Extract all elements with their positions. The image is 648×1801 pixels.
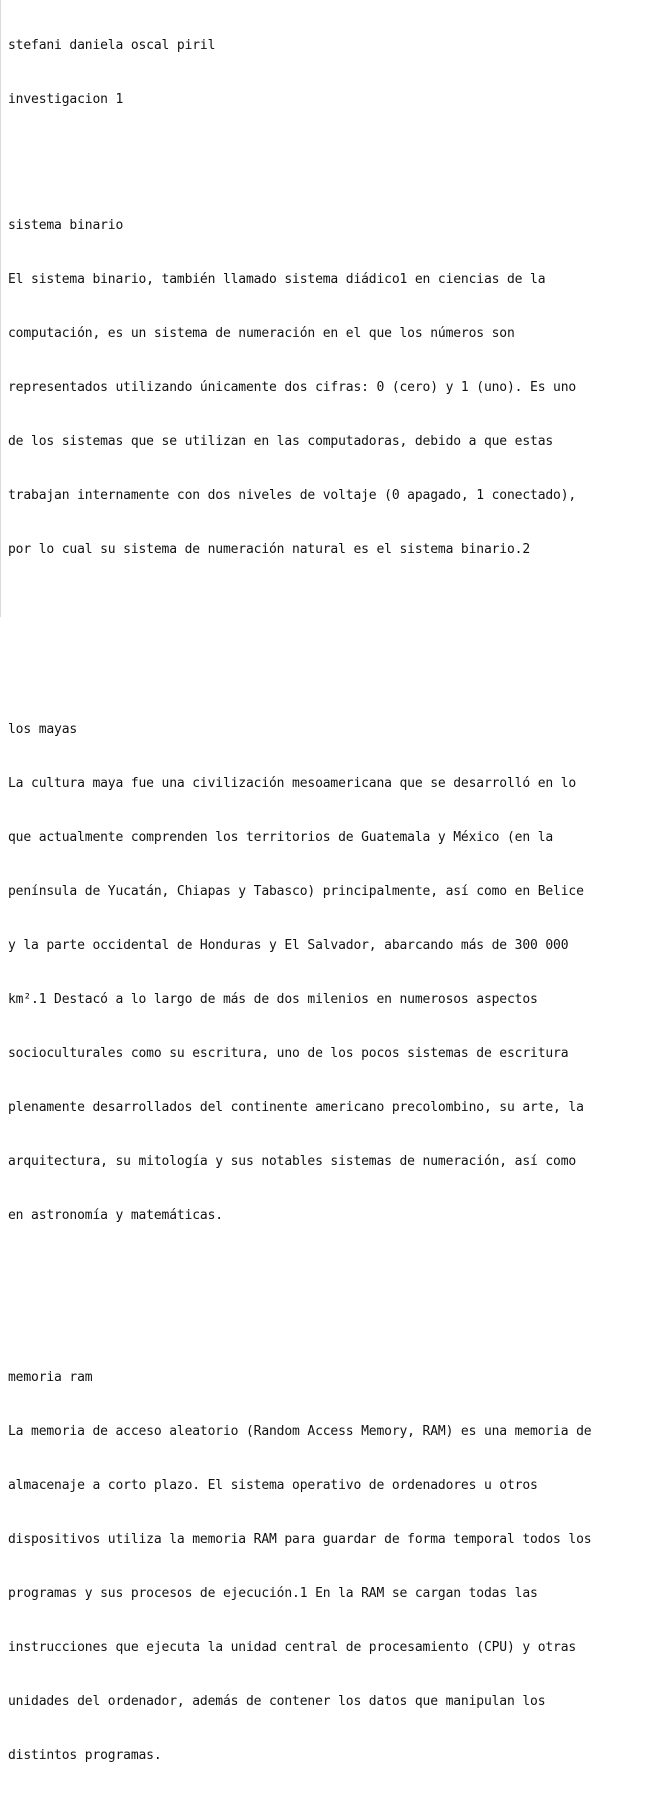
blank-lines xyxy=(8,1279,648,1315)
paragraph-line: representados utilizando únicamente dos cifras: 0 (cero) y 1 (uno). Es uno xyxy=(8,380,577,395)
paragraph-line: km².1 Destacó a lo largo de más de dos milenios en numerosos aspectos xyxy=(8,992,538,1007)
paragraph-line: distintos programas. xyxy=(8,1748,162,1763)
author-line: stefani daniela oscal piril xyxy=(8,38,216,53)
paragraph-line: computación, es un sistema de numeración en el que los números son xyxy=(8,326,515,341)
paragraph-line: plenamente desarrollados del continente americano precolombino, su arte, la xyxy=(8,1100,584,1115)
paragraph-line: La memoria de acceso aleatorio (Random Access Memory, RAM) es una memoria de xyxy=(8,1424,592,1439)
paragraph-line: de los sistemas que se utilizan en las computadoras, debido a que estas xyxy=(8,434,554,449)
paragraph-line: península de Yucatán, Chiapas y Tabasco) principalmente, así como en Belice xyxy=(8,884,584,899)
paragraph-line: y la parte occidental de Honduras y El Salvador, abarcando más de 300 000 xyxy=(8,938,569,953)
paragraph-line: unidades del ordenador, además de contener los datos que manipulan los xyxy=(8,1694,546,1709)
paragraph-line: programas y sus procesos de ejecución.1 En la RAM se cargan todas las xyxy=(8,1586,538,1601)
paragraph-line: que actualmente comprenden los territorios de Guatemala y México (en la xyxy=(8,830,554,845)
paragraph-line: El sistema binario, también llamado sistema diádico1 en ciencias de la xyxy=(8,272,546,287)
paragraph-line: almacenaje a corto plazo. El sistema operativo de ordenadores u otros xyxy=(8,1478,538,1493)
section-heading-binario: sistema binario xyxy=(8,218,124,233)
document-text-area[interactable] xyxy=(8,1,648,1801)
section-heading-ram: memoria ram xyxy=(8,1370,93,1385)
paragraph-line: dispositivos utiliza la memoria RAM para guardar de forma temporal todos los xyxy=(8,1532,592,1547)
section-heading-mayas: los mayas xyxy=(8,722,78,737)
paragraph-line: instrucciones que ejecuta la unidad central de procesamiento (CPU) y otras xyxy=(8,1640,577,1655)
paragraph-line: en astronomía y matemáticas. xyxy=(8,1208,223,1223)
paragraph-line: por lo cual su sistema de numeración natural es el sistema binario.2 xyxy=(8,542,531,557)
paragraph-line: socioculturales como su escritura, uno de los pocos sistemas de escritura xyxy=(8,1046,569,1061)
paragraph-line: La cultura maya fue una civilización mesoamericana que se desarrolló en lo xyxy=(8,776,577,791)
blank-line xyxy=(8,145,648,163)
blank-lines xyxy=(8,613,648,667)
document-title: investigacion 1 xyxy=(8,92,124,107)
paragraph-line: arquitectura, su mitología y sus notables sistemas de numeración, así como xyxy=(8,1154,577,1169)
paragraph-line: trabajan internamente con dos niveles de voltaje (0 apagado, 1 conectado), xyxy=(8,488,577,503)
